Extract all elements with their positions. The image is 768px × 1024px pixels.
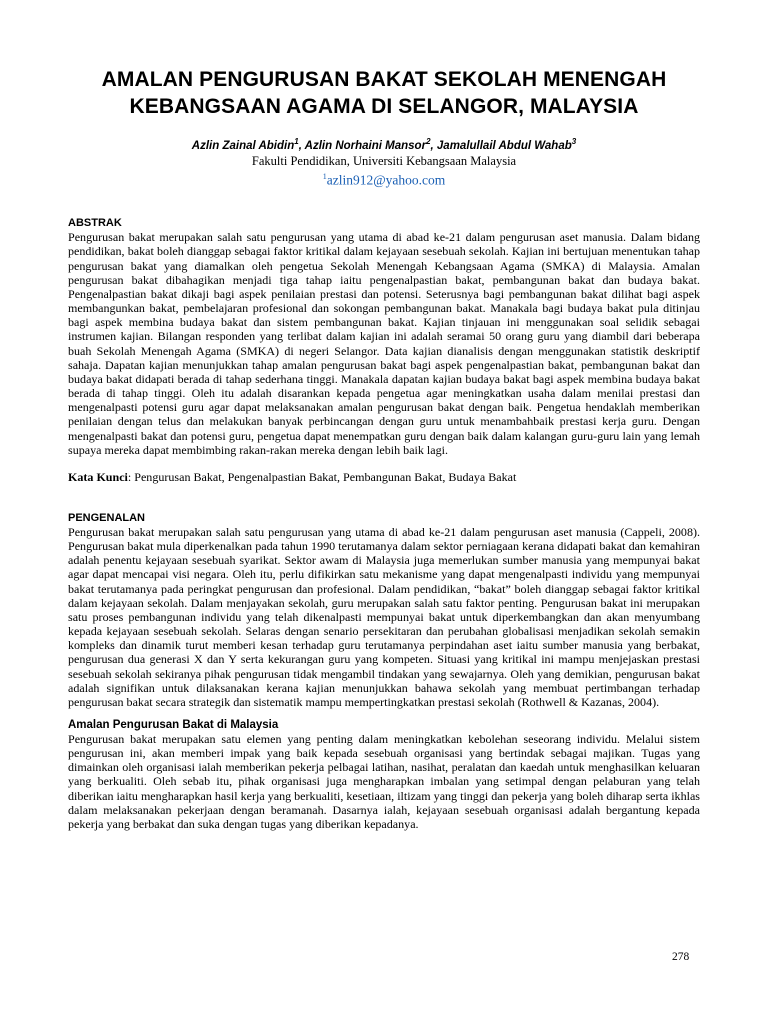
author-name: Azlin Norhaini Mansor bbox=[304, 139, 427, 152]
author-affiliation-mark: 2 bbox=[426, 137, 431, 146]
author-separator: , bbox=[298, 139, 305, 152]
author-affiliation-mark: 1 bbox=[294, 137, 299, 146]
abstract-heading: ABSTRAK bbox=[68, 217, 122, 230]
keywords-label: Kata Kunci bbox=[68, 469, 128, 484]
abstract-text: Pengurusan bakat merupakan salah satu pengurusan yang utama di abad ke-21 dalam pengurusan aset manusia. Dalam bidang pendidikan, bakat boleh dianggap sebagai faktor kritikal dalam kejayaan sesebuah sekolah. Kajian ini bertujuan menentukan tahap pengurusan bakat yang diamalkan oleh pengetua Sekolah Menengah Kebangsaan Agama (SMKA) di Malaysia. Amalan pengurusan bakat dibahagikan menjadi tiga tahap iaitu pengenalpastian bakat, pembangunan bakat dan budaya bakat. Pengenalpastian bakat dikaji bagi aspek penilaian prestasi dan potensi. Seterusnya bagi pembangunan bakat dilihat bagi aspek membangunkan bakat, pembelajaran profesional dan sokongan pembangunan bakat. Manakala bagi budaya bakat pula ditinjau bagi aspek membina budaya bakat dan sistem pembangunan bakat. Kajian tinjauan ini menggunakan soal selidik sebagai instrumen kajian. Bilangan responden yang terlibat dalam kajian ini adalah seramai 50 orang guru yang diambil dari beberapa buah Sekolah Menengah Agama (SMKA) di negeri Selangor. Data kajian dianalisis dengan menggunakan statistik deskriptif sahaja. Dapatan kajian menunjukkan tahap amalan pengurusan bakat bagi aspek pengenalpastian bakat, pembangunan bakat dan budaya bakat didapati berada di tahap sederhana tinggi. Manakala dapatan kajian budaya bakat bagi aspek membina budaya bakat berada di tahap tinggi. Oleh itu adalah disarankan kepada pengetua agar meningkatkan usaha dalam menilai prestasi dan mengenalpasti potensi guru agar dapat melaksanakan amalan pengurusan bakat dengan baik. Pengetua hendaklah memberikan penilaian dengan telus dan melakukan banyak perbincangan dengan guru untuk menambahbaik prestasi kerja guru. Dengan mengenalpasti bakat dan potensi guru, pengetua dapat menempatkan guru dengan baik dalam kalangan guru-guru lain yang lemah supaya mereka dapat membimbing rakan-rakan mereka dengan lebih baik lagi. bbox=[68, 230, 700, 457]
section-heading: Amalan Pengurusan Bakat di Malaysia bbox=[68, 719, 279, 732]
author-separator: , bbox=[430, 139, 437, 152]
intro-heading: PENGENALAN bbox=[68, 511, 146, 524]
keywords-text: : Pengurusan Bakat, Pengenalpastian Bakat, Pembangunan Bakat, Budaya Bakat bbox=[127, 469, 517, 484]
title-line-2: KEBANGSAAN AGAMA DI SELANGOR, MALAYSIA bbox=[129, 95, 639, 118]
intro-text: Pengurusan bakat merupakan salah satu pengurusan yang utama di abad ke-21 dalam pengurusan aset manusia (Cappeli, 2008). Pengurusan bakat mula diperkenalkan pada tahun 1990 terutamanya dalam sektor perniagaan kerana didapati bakat dan kemahiran adalah penentu kejayaan sesebuah syarikat. Sektor awam di Malaysia juga memerlukan sumber manusia yang mempunyai bakat agar dapat mencapai visi negara. Oleh itu, perlu difikirkan satu mekanisme yang dapat mengenalpasti individu yang mempunyai bakat terutamanya pada peringkat pengurusan dan profesional. Dalam pendidikan, “bakat” boleh dianggap sebagai faktor kritikal dalam kejayaan sekolah. Dalam menjayakan sekolah, guru merupakan salah satu faktor penting. Pengurusan bakat ini merupakan satu proses pembangunan individu yang telah dikenalpasti mempunyai bakat untuk diperkembangkan dan akan menyumbang kepada kejayaan sesebuah sekolah. Selaras dengan senario persekitaran dan perubahan globalisasi menjadikan sekolah semakin kompleks dan dinamik turut memberi kesan terhadap guru terutamanya perpindahan aset iaitu sumber manusia yang berbakat, pengurusan dua generasi X dan Y serta kekurangan guru yang kompeten. Situasi yang kritikal ini mampu menjejaskan prestasi sesebuah sekolah sekiranya pihak pengurusan tidak mengambil tindakan yang sewajarnya. Oleh yang demikian, pengurusan bakat adalah signifikan untuk dilaksanakan kerana kajian menunjukkan bahawa sekolah yang membuat pertimbangan terhadap pengurusan bakat secara strategik dan sistematik mampu mempertingkatkan prestasi sekolah (Rothwell & Kazanas, 2004). bbox=[68, 524, 700, 709]
paper-title bbox=[68, 66, 700, 120]
email-mark: 1 bbox=[322, 171, 327, 181]
email-address: azlin912@yahoo.com bbox=[326, 172, 446, 188]
keywords-line bbox=[68, 470, 700, 484]
author-name: Jamalullail Abdul Wahab bbox=[436, 139, 572, 152]
author-name: Azlin Zainal Abidin bbox=[191, 139, 295, 152]
author-list bbox=[68, 134, 700, 154]
page-number: 278 bbox=[672, 951, 690, 963]
email-link[interactable] bbox=[68, 169, 700, 189]
title-line-1: AMALAN PENGURUSAN BAKAT SEKOLAH MENENGAH bbox=[101, 68, 667, 91]
affiliation: Fakulti Pendidikan, Universiti Kebangsaan Malaysia bbox=[251, 153, 517, 168]
paper-page bbox=[68, 66, 700, 831]
author-affiliation-mark: 3 bbox=[571, 137, 577, 146]
section-text: Pengurusan bakat merupakan satu elemen yang penting dalam meningkatkan kebolehan seseorang individu. Melalui sistem pengurusan ini, akan memberi impak yang baik kepada sesebuah organisasi yang bertindak sebagai majikan. Tugas yang dimainkan oleh organisasi ialah memberikan pekerja pelbagai latihan, nasihat, peralatan dan kaedah untuk menghasilkan keluaran yang berkualiti. Oleh sebab itu, pihak organisasi juga mengharapkan imbalan yang setimpal dengan pelaburan yang telah diberikan iaitu mengharapkan hasil kerja yang berkualiti, kesetiaan, iltizam yang tinggi dan pekerja yang boleh diharap serta ikhlas dalam melaksanakan pekerjaan dengan beramanah. Dasarnya ialah, kejayaan sesebuah organisasi adalah bergantung kepada pekerja yang berbakat dan suka dengan tugas yang diberikan kepadanya. bbox=[68, 732, 700, 831]
